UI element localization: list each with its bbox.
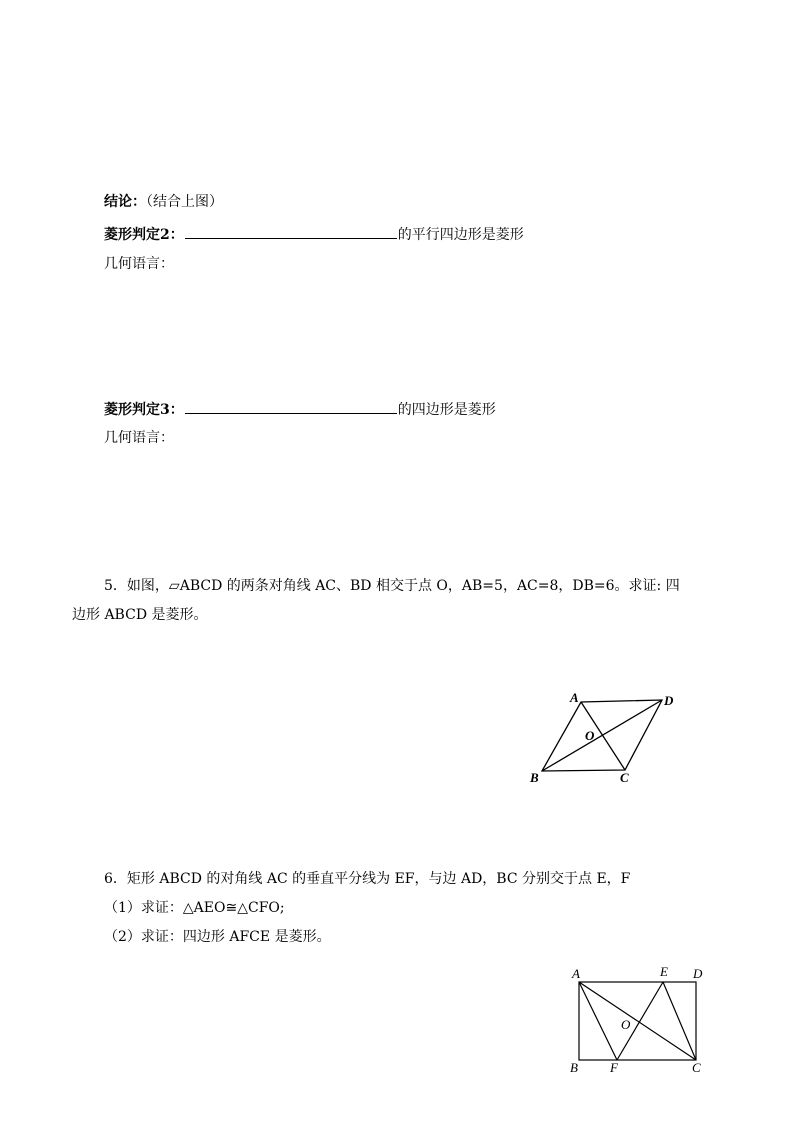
conclusion-label: 结论： — [104, 194, 146, 210]
diagonal-ac — [579, 982, 696, 1060]
problem5-line1 — [104, 576, 680, 596]
problem5-figure — [525, 688, 705, 788]
label-a: A — [572, 966, 580, 981]
criterion2-label: 菱形判定2： — [104, 227, 184, 243]
label-d: D — [693, 966, 703, 981]
label-c: C — [692, 1060, 701, 1075]
problem6-part1: （1）求证：△AEO≅△CFO; — [104, 900, 285, 916]
label-o: O — [621, 1017, 631, 1032]
criterion3-line — [104, 398, 496, 420]
conclusion-note: （结合上图） — [146, 194, 223, 210]
label-e: E — [660, 964, 668, 979]
criterion3-label: 菱形判定3： — [104, 402, 184, 418]
problem5-text-post: ABCD 的两条对角线 AC、BD 相交于点 O，AB=5，AC=8，DB=6。求证: 四 — [179, 578, 680, 594]
label-b: B — [570, 1060, 578, 1075]
problem5-number: 5． — [104, 578, 127, 594]
problem6-line1 — [104, 869, 630, 889]
problem6-part2: （2）求证：四边形 AFCE 是菱形。 — [104, 929, 331, 945]
problem6-figure — [565, 962, 715, 1077]
label-f: F — [610, 1060, 618, 1075]
label-a: A — [570, 690, 579, 705]
criterion3-geo-label: 几何语言： — [104, 430, 174, 446]
problem5-text-pre: 如图， — [126, 578, 169, 594]
label-c: C — [620, 770, 629, 785]
criterion3-suffix: 的四边形是菱形 — [397, 402, 496, 418]
parallelogram-icon: ▱ — [168, 578, 180, 594]
problem6-text: 矩形 ABCD 的对角线 AC 的垂直平分线为 EF，与边 AD，BC 分别交于点 E，F — [126, 871, 631, 887]
diagonal-bd — [542, 700, 662, 771]
criterion2-geo-label: 几何语言： — [104, 256, 174, 272]
label-b: B — [530, 770, 539, 785]
problem5-line2: 边形 ABCD 是菱形。 — [72, 607, 208, 623]
segment-af — [579, 982, 617, 1060]
label-o: O — [585, 728, 595, 743]
criterion2-blank[interactable] — [185, 223, 397, 239]
conclusion-line — [104, 192, 223, 212]
label-d: D — [664, 693, 674, 708]
criterion2-line — [104, 223, 524, 245]
criterion3-blank[interactable] — [185, 398, 397, 414]
criterion2-suffix: 的平行四边形是菱形 — [397, 227, 524, 243]
problem6-number: 6． — [104, 871, 127, 887]
